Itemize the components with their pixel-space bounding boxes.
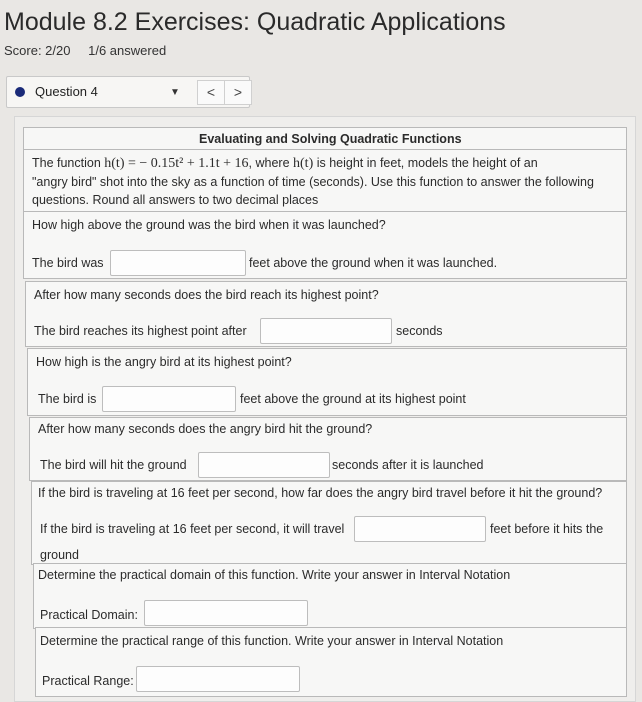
answer-1-suffix: feet above the ground when it was launched. <box>249 256 498 270</box>
intro-post: is height in feet, models the height of an <box>313 156 538 170</box>
score-row <box>4 43 180 58</box>
answer-6-prefix: Practical Domain: <box>40 608 138 622</box>
answer-2-prefix: The bird reaches its highest point after <box>34 324 247 338</box>
question-2-cell <box>25 281 627 347</box>
answer-3-suffix: feet above the ground at its highest point <box>240 392 466 406</box>
question-5-text: If the bird is traveling at 16 feet per second, how far does the angry bird travel before it hit the ground? <box>38 486 603 500</box>
function-expression: h(t) = − 0.15t² + 1.1t + 16 <box>104 156 249 171</box>
practical-range-input[interactable] <box>136 666 300 692</box>
question-3-text: How high is the angry bird at its highest point? <box>36 355 292 369</box>
answered-text: 1/6 answered <box>88 43 167 58</box>
intro-mid: , where <box>248 156 294 170</box>
score-text: Score: 2/20 <box>4 43 71 58</box>
answer-5-prefix: If the bird is traveling at 16 feet per second, it will travel <box>40 522 345 536</box>
answer-5-suffix: feet before it hits the <box>490 522 604 536</box>
intro-line-1 <box>32 156 538 172</box>
chevron-down-icon[interactable]: ▼ <box>170 87 180 98</box>
page-title: Module 8.2 Exercises: Quadratic Applications <box>4 8 506 36</box>
question-selector-label: Question 4 <box>35 84 98 99</box>
problem-intro-cell <box>23 149 627 213</box>
intro-pre: The function <box>32 156 105 170</box>
question-6-cell <box>33 563 627 629</box>
answer-1-input[interactable] <box>110 250 246 276</box>
question-4-cell <box>29 417 627 481</box>
question-card <box>14 116 636 702</box>
answer-7-prefix: Practical Range: <box>42 674 134 688</box>
question-3-cell <box>27 348 627 416</box>
problem-header-cell <box>23 127 627 151</box>
answer-3-input[interactable] <box>102 386 236 412</box>
answer-1-prefix: The bird was <box>32 256 104 270</box>
question-6-text: Determine the practical domain of this function. Write your answer in Interval Notation <box>38 568 511 582</box>
function-name: h(t) <box>293 156 314 171</box>
question-4-text: After how many seconds does the angry bird hit the ground? <box>38 422 373 436</box>
previous-question-button[interactable]: < <box>197 80 225 105</box>
answer-5-suffix-2: ground <box>40 548 79 562</box>
intro-line-2: "angry bird" shot into the sky as a function of time (seconds). Use this function to answer the following <box>32 175 594 189</box>
question-1-cell <box>23 211 627 279</box>
problem-header: Evaluating and Solving Quadratic Functions <box>199 132 462 146</box>
practical-domain-input[interactable] <box>144 600 308 626</box>
question-selector[interactable] <box>6 76 250 108</box>
answer-2-suffix: seconds <box>396 324 443 338</box>
question-5-cell <box>31 481 627 565</box>
intro-line-3: questions. Round all answers to two decimal places <box>32 193 319 207</box>
question-7-cell <box>35 627 627 697</box>
answer-5-input[interactable] <box>354 516 486 542</box>
question-2-text: After how many seconds does the bird reach its highest point? <box>34 288 379 302</box>
answer-2-input[interactable] <box>260 318 392 344</box>
answer-4-input[interactable] <box>198 452 330 478</box>
answer-4-suffix: seconds after it is launched <box>332 458 484 472</box>
question-7-text: Determine the practical range of this function. Write your answer in Interval Notation <box>40 634 504 648</box>
question-status-dot-icon <box>15 87 25 97</box>
next-question-button[interactable]: > <box>224 80 252 105</box>
answer-3-prefix: The bird is <box>38 392 97 406</box>
answer-4-prefix: The bird will hit the ground <box>40 458 187 472</box>
question-1-text: How high above the ground was the bird when it was launched? <box>32 218 386 232</box>
